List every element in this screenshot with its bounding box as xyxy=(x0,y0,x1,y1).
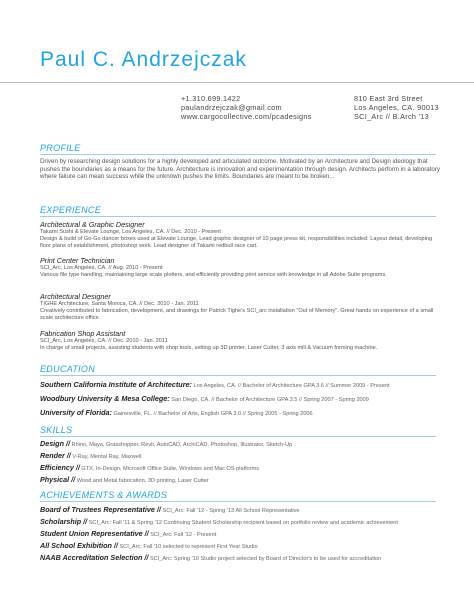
contact-city: Los Angeles, CA. 90013 xyxy=(354,102,439,112)
job-description: Various file type handling, maintaining large scale plotters, and efficiently providing print service with knowledge in all Adobe Suite programs. xyxy=(40,272,387,278)
award-label: Student Union Representative // xyxy=(40,529,149,538)
section-divider xyxy=(40,216,436,217)
skill-item xyxy=(40,475,209,484)
skill-detail: Rhino, Maya, Grasshopper, Revit, AutoCAD, ArchiCAD, Photoshop, Illustrator, Sketch-Up xyxy=(71,442,293,448)
education-school: Woodbury University & Mesa College: xyxy=(40,394,170,403)
education-school: University of Florida: xyxy=(40,408,112,417)
skill-detail: V-Ray, Mental Ray, Maxwell xyxy=(72,454,142,460)
education-detail: Los Angeles, CA. // Bachelor of Architecture GPA 3.6 // Summer 2009 - Present xyxy=(193,383,390,389)
skill-item xyxy=(40,463,259,472)
education-item xyxy=(40,408,313,417)
section-divider xyxy=(40,154,436,155)
education-item xyxy=(40,394,369,403)
skill-detail: GTX, In-Design, Microsoft Office Suite, Windows and Mac OS platforms xyxy=(81,466,260,472)
section-heading-skills: SKILLS xyxy=(40,425,73,435)
contact-phone: +1.310.699.1422 xyxy=(181,94,241,103)
award-item xyxy=(40,505,300,514)
section-heading-education: EDUCATION xyxy=(40,364,96,374)
section-heading-experience: EXPERIENCE xyxy=(40,205,102,215)
contact-email: paulandrzejczak@gmail.com xyxy=(181,102,282,112)
job-title: Architectural Designer xyxy=(40,292,111,301)
award-item xyxy=(40,553,381,562)
skill-item xyxy=(40,451,141,460)
section-heading-profile: PROFILE xyxy=(40,143,81,153)
section-divider xyxy=(40,375,436,376)
job-subtitle: SCI_Arc, Los Angeles, CA. // Aug. 2010 - Present xyxy=(40,265,163,271)
profile-text: Driven by researching design solutions for a highly developed and articulated outcome. Motivated by an Architecture and Design ideology that pushes the boundaries as a means for the future. Architecture is innovation and experimentation through design. Architects perform in a laboratory where failure can mean success while the unknown pushes the limits. Boundaries are meant to be broken... xyxy=(40,158,441,181)
award-detail: SCI_Arc: Fall '10 selected to represent First Year Studio xyxy=(119,544,258,550)
header-rule xyxy=(0,82,474,83)
skill-label: Design // xyxy=(40,439,70,448)
contact-block-right xyxy=(354,95,439,121)
job-description: Design & build of Go-Go dancer boxes used at Elevate Lounge, Lead graphic designer of 10 page press kit, responsibilities included: Layout detail, developing floor plans of establishment, photoshop work. Lead designer of Takami redbull race cart. xyxy=(40,236,433,249)
job-subtitle: Takami Sushi & Elevate Lounge, Los Angeles, CA. // Dec. 2010 - Present xyxy=(40,229,221,235)
contact-street: 810 East 3rd Street xyxy=(354,94,423,103)
education-detail: San Diego, CA. // Bachelor of Architecture GPA 3.5 // Spring 2007 - Spring 2009 xyxy=(171,397,369,403)
skill-label: Efficiency // xyxy=(40,463,80,472)
job-description: Creatively contributed to fabrication, development, and drawings for Patrick Tighe's SCI_arc installation "Out of Memory". Great hands on experience of a small scale architecture office. xyxy=(40,308,434,321)
contact-school: SCI_Arc // B.Arch '13 xyxy=(354,111,430,121)
job-subtitle: TIGHE Architecture, Santa Monica, CA. // Dec. 2010 - Jan. 2011 xyxy=(40,301,199,307)
award-detail: SCI_Arc: Spring '10 Studio project selected by Board of Director's to be used for accreditation xyxy=(149,556,382,562)
award-label: Scholarship // xyxy=(40,517,88,526)
award-label: NAAB Accreditation Selection // xyxy=(40,553,149,562)
section-heading-awards: ACHIEVEMENTS & AWARDS xyxy=(40,490,168,500)
award-label: All School Exhibition // xyxy=(40,541,118,550)
education-item xyxy=(40,380,390,389)
skill-detail: Wood and Metal fabrication, 3D printing, Laser Cutter xyxy=(76,478,209,484)
award-item xyxy=(40,517,398,526)
contact-block-left xyxy=(181,95,312,121)
award-item xyxy=(40,541,258,550)
section-divider xyxy=(40,436,436,437)
award-detail: SCI_Arc: Fall '12 - Spring '13 All School Representative xyxy=(162,508,300,514)
job-description: In charge of small projects, assisting students with shop tools, setting up 3D printer, Laser Cutter, 3 axis mill & Vacuum forming machine. xyxy=(40,345,378,351)
award-item xyxy=(40,529,216,538)
job-title: Print Center Technician xyxy=(40,256,115,265)
job-subtitle: SCI_Arc, Los Angeles, CA. // Dec. 2010 - Jan. 2011 xyxy=(40,338,168,344)
award-label: Board of Trustees Representative // xyxy=(40,505,161,514)
job-title: Fabrication Shop Assistant xyxy=(40,329,126,338)
education-detail: Gainesville, FL. // Bachelor of Arts, English GPA 3.0 // Spring 2005 - Spring 2006 xyxy=(113,411,313,417)
award-detail: SCI_Arc: Fall '12 - Present xyxy=(150,532,217,538)
job-title: Architectural & Graphic Designer xyxy=(40,220,145,229)
skill-item xyxy=(40,439,292,448)
skill-label: Physical // xyxy=(40,475,76,484)
resume-name: Paul C. Andrzejczak xyxy=(40,48,247,71)
award-detail: SCI_Arc: Fall '11 & Spring '12 Continuing Student Scholarship recipient based on portfolio review and academic achievement xyxy=(88,520,398,526)
skill-label: Render // xyxy=(40,451,71,460)
education-school: Southern California Institute of Architecture: xyxy=(40,380,192,389)
section-divider xyxy=(40,501,436,502)
contact-website: www.cargocollective.com/pcadesigns xyxy=(181,111,312,121)
